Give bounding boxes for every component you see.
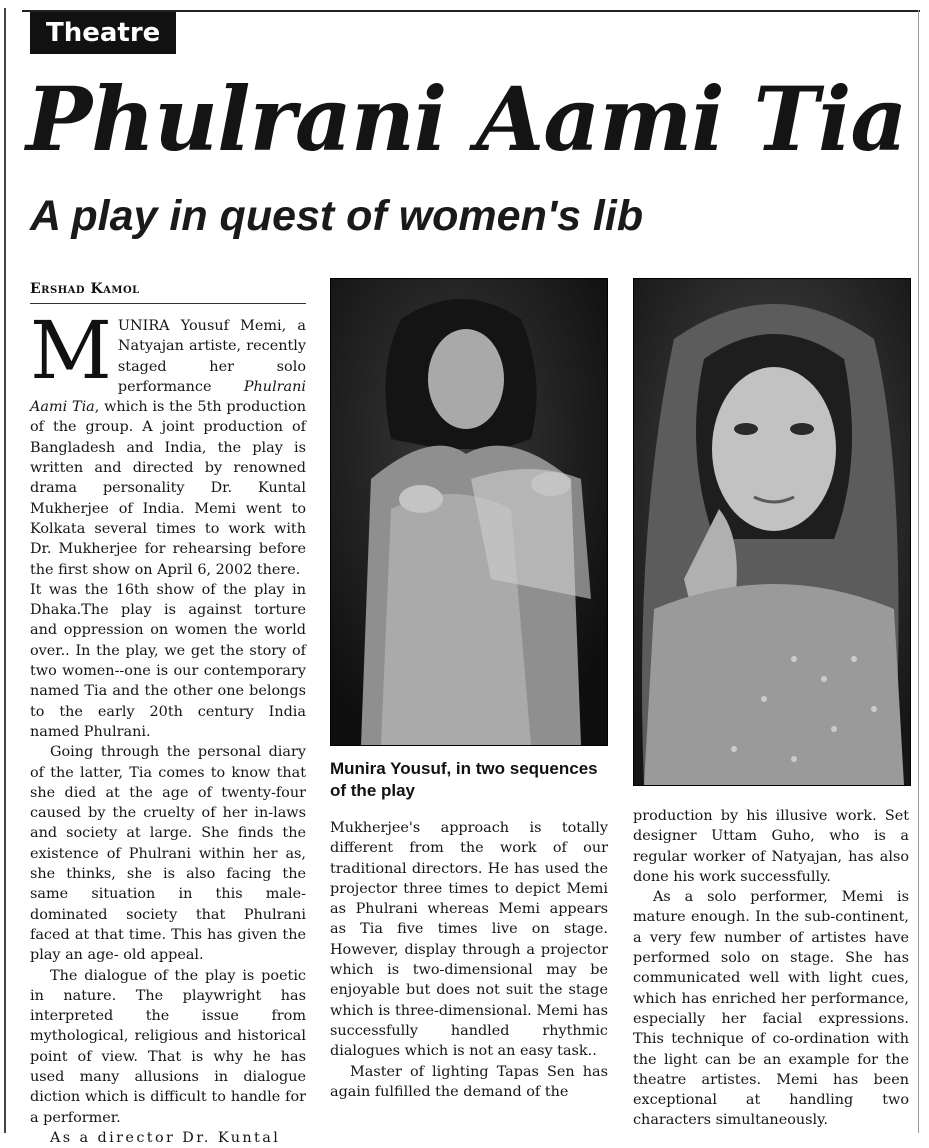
photo-performer-sequence-2 <box>633 278 911 786</box>
paragraph-9: As a solo performer, Memi is mature enough. In the sub-continent, a very few number of artistes have performed solo on stage. She has communicated well with light cues, which has enriched her performance, especially her facial expressions. This technique of co-ordination with the light can be an example for the theatre artistes. Memi has been exceptional at handling two characters simultaneously. <box>633 889 909 1129</box>
performer-photo-1 <box>331 279 607 745</box>
paragraph-7: Master of lighting Tapas Sen has again fulfilled the demand of the <box>330 1063 608 1100</box>
paragraph-4: The dialogue of the play is poetic in nature. The playwright has interpreted the issue from mythological, religious and historical point of view. That is why he has used many allusions in dialogue diction which is difficult to handle for a performer. <box>30 967 306 1126</box>
section-label: Theatre <box>30 12 176 54</box>
subheadline: A play in quest of women's lib <box>30 192 644 240</box>
performer-photo-2 <box>634 279 910 785</box>
left-border-rule <box>4 8 6 1133</box>
byline: Ershad Kamol <box>30 281 306 304</box>
right-border-rule <box>918 10 919 1133</box>
photo-performer-sequence-1 <box>330 278 608 746</box>
paragraph-1: MUNIRA Yousuf Memi, a Natyajan artiste, recently staged her solo performance Phulrani Aami Tia, which is the 5th production of the group. A joint production of Bangladesh and India, the play is written and directed by renowned drama personality Dr. Kuntal Mukherjee of India. Memi went to Kolkata several times to work with Dr. Mukherjee for rehearsing before the first show on April 6, 2002 there. <box>30 304 307 578</box>
paragraph-3: Going through the personal diary of the latter, Tia comes to know that she died at the age of twenty-four caused by the cruelty of her in-laws and society at large. She finds the existence of Phulrani within her as, she thinks, she is also facing the same situation in this male-dominated society that Phulrani faced at that time. This has given the play an age- old appeal. <box>30 744 306 964</box>
headline: Phulrani Aami Tia <box>26 67 907 171</box>
article-column-1 <box>30 304 307 1148</box>
paragraph-2: It was the 16th show of the play in Dhaka.The play is against torture and oppression on women the world over.. In the play, we get the story of two women--one is our contemporary named Tia and the other one belongs to the early 20th century India named Phulrani. <box>30 581 306 740</box>
paragraph-6: Mukherjee's approach is totally different from the work of our traditional directors. He has used the projector three times to depict Memi as Phulrani whereas Memi appears as Tia five times live on stage. However, display through a projector which is two-dimensional may be enjoyable but does not suit the stage which is three-dimensional. Memi has successfully handled rhythmic dialogues which is not an easy task.. <box>330 820 608 1060</box>
play-title: Phulrani Aami Tia <box>30 378 306 416</box>
paragraph-5: As a director Dr. Kuntal <box>50 1129 281 1146</box>
article-column-2 <box>330 818 608 1102</box>
photo-caption: Munira Yousuf, in two sequences of the play <box>330 759 598 800</box>
paragraph-8: production by his illusive work. Set designer Uttam Guho, who is a regular worker of Natyajan, has also done his work successfully. <box>633 808 909 885</box>
article-column-3 <box>633 806 909 1131</box>
drop-cap: M <box>30 304 112 397</box>
